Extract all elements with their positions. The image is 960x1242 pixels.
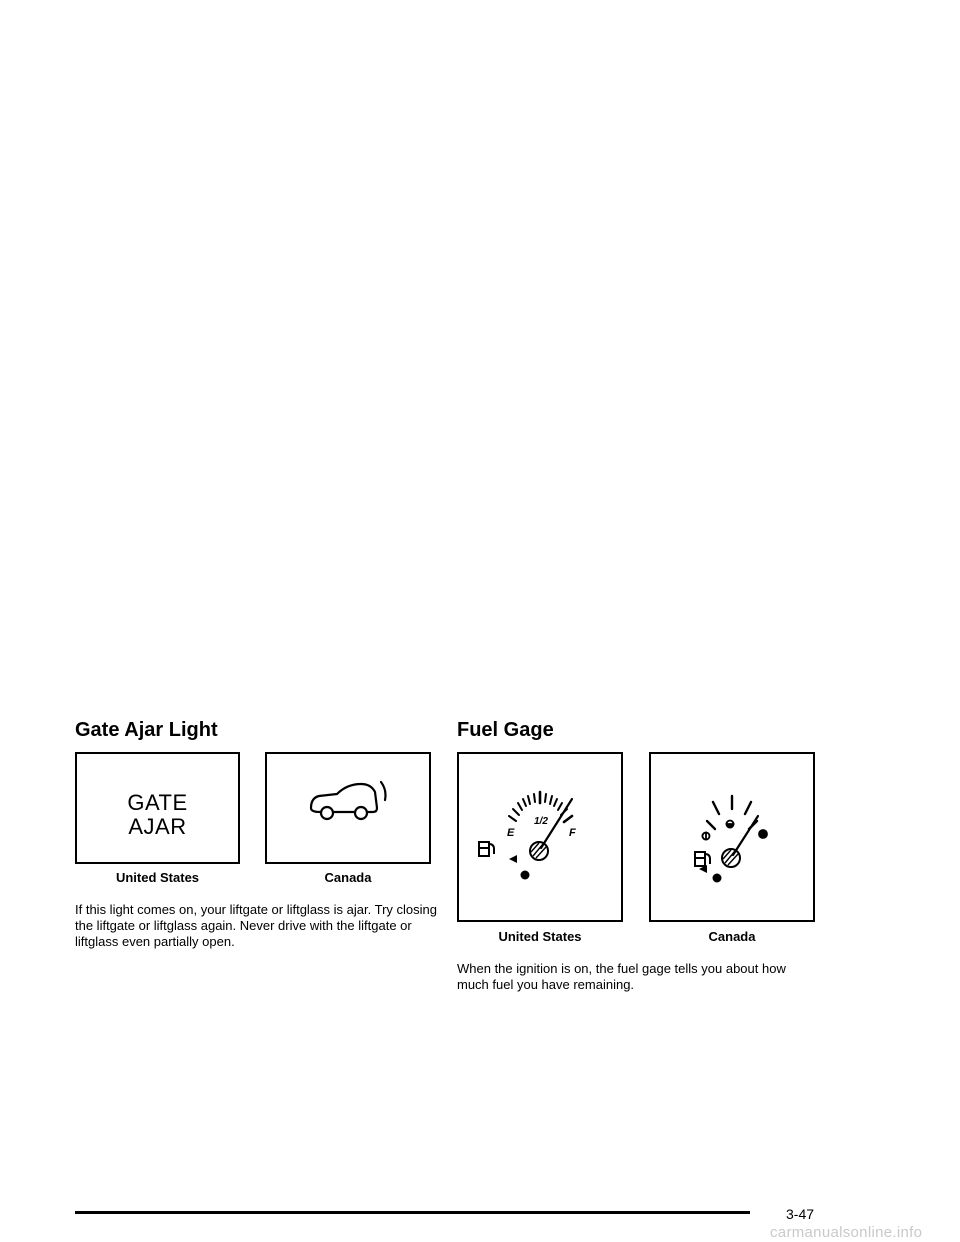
gate-text-line1: GATE: [127, 790, 188, 815]
gate-ajar-heading: Gate Ajar Light: [75, 719, 218, 741]
gate-ajar-us-panel: [75, 752, 240, 864]
vehicle-liftgate-open-icon: [307, 778, 387, 828]
fuel-gage-us-panel: [457, 752, 623, 922]
fuel-gage-caption-us: United States: [498, 929, 582, 944]
fuel-pump-icon: [479, 842, 494, 856]
fuel-level-circles: [703, 821, 768, 840]
fuel-gauge-us-icon: [459, 754, 621, 920]
ajar-text-line2: AJAR: [128, 814, 187, 839]
fuel-gage-canada-panel: [649, 752, 815, 922]
footer-rule: [75, 1211, 750, 1214]
gate-ajar-caption-canada: Canada: [324, 870, 372, 885]
gate-ajar-canada-panel: [265, 752, 431, 864]
page-number: 3-47: [786, 1206, 815, 1222]
gauge-us-label-empty: E: [507, 827, 515, 839]
fuel-gage-heading: Fuel Gage: [457, 719, 554, 741]
fuel-gage-caption-canada: Canada: [708, 929, 756, 944]
gate-ajar-us-text: [77, 791, 238, 839]
watermark: carmanualsonline.info: [770, 1224, 923, 1241]
gate-ajar-body: If this light comes on, your liftgate or liftglass is ajar. Try closing the liftgate or liftglass again. Never drive with the liftgate or liftglass even partially open.: [75, 902, 437, 949]
gauge-us-label-half: 1/2: [534, 816, 548, 827]
fuel-gauge-canada-icon: [651, 754, 813, 920]
fuel-gage-body: When the ignition is on, the fuel gage tells you about how much fuel you have remaining.: [457, 961, 786, 992]
gate-ajar-caption-us: United States: [115, 870, 200, 885]
gauge-us-label-full: F: [569, 827, 576, 839]
